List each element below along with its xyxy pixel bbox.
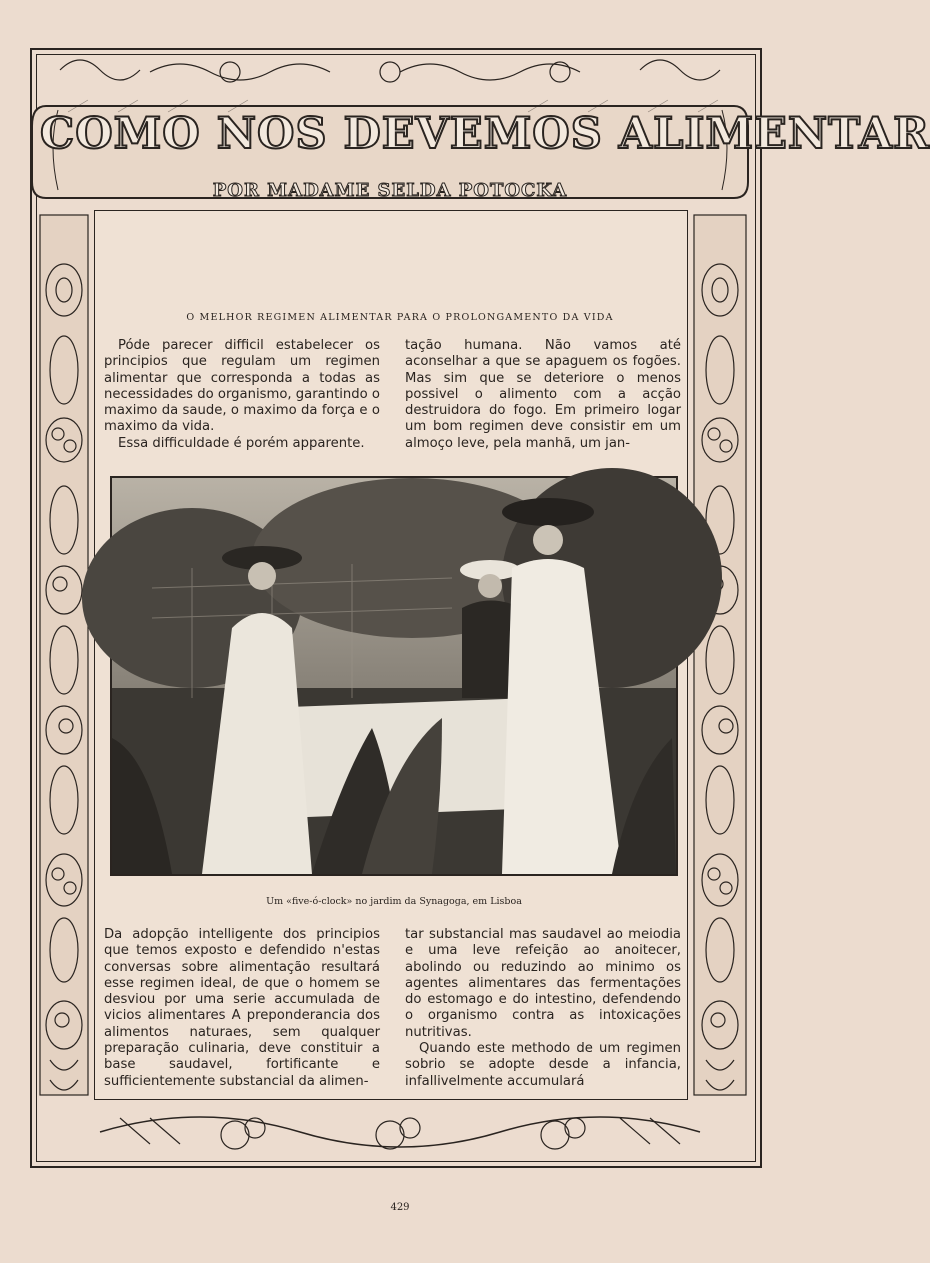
text-column-2 (405, 338, 681, 452)
page-number: 429 (390, 1202, 410, 1213)
text-column-1 (104, 338, 380, 452)
top-ribbon-ornament (60, 60, 720, 82)
paragraph: Póde parecer difficil estabelecer os principios que regulam um regimen alimentar que corresponda a todas as necessidades do organismo, garantindo o maximo da saude, o maximo da força e o maximo da vida. (104, 338, 380, 435)
bottom-garland (100, 1117, 700, 1149)
right-garland-column (694, 215, 746, 1095)
text-column-4 (405, 927, 681, 1090)
text-column-3 (104, 927, 380, 1090)
paragraph: Quando este methodo de um regimen sobrio se adopte desde a infancia, infallivelmente accumulará (405, 1041, 681, 1089)
left-garland-column (40, 215, 88, 1095)
article-subheading: O MELHOR REGIMEN ALIMENTAR PARA O PROLONGAMENTO DA VIDA (186, 312, 614, 323)
garden-photograph (110, 476, 678, 876)
photo-illustration (112, 478, 676, 874)
paragraph: tar substancial mas saudavel ao meiodia e uma leve refeição ao anoitecer, abolindo ou reduzindo ao minimo os agentes alimentares das fermentações do estomago e do intestino, defendendo o organismo contra as intoxicações nutritivas. (405, 927, 681, 1040)
photo-caption: Um «five-ó-clock» no jardim da Synagoga, em Lisboa (266, 896, 522, 907)
author-byline: POR MADAME SELDA POTOCKA (212, 180, 568, 201)
paragraph: Da adopção intelligente dos principios que temos exposto e defendido n'estas conversas sobre alimentação resultará esse regimen ideal, de que o homem se desviou por uma serie accumulada de vicios alimentares A preponderancia dos alimentos naturaes, sem qualquer preparação culinaria, deve constituir a base saudavel, fortificante e sufficientemente substancial da alimen- (104, 927, 380, 1089)
paragraph: Essa difficuldade é porém apparente. (118, 435, 365, 451)
page-title: COMO NOS DEVEMOS ALIMENTAR (40, 109, 930, 159)
paragraph: tação humana. Não vamos até aconselhar a que se apaguem os fogões. Mas sim que se deteriore o menos possivel o alimento com a acção destruidora do fogo. Em primeiro logar um bom regimen deve consistir em um almoço leve, pela manhã, um jan- (405, 338, 681, 451)
